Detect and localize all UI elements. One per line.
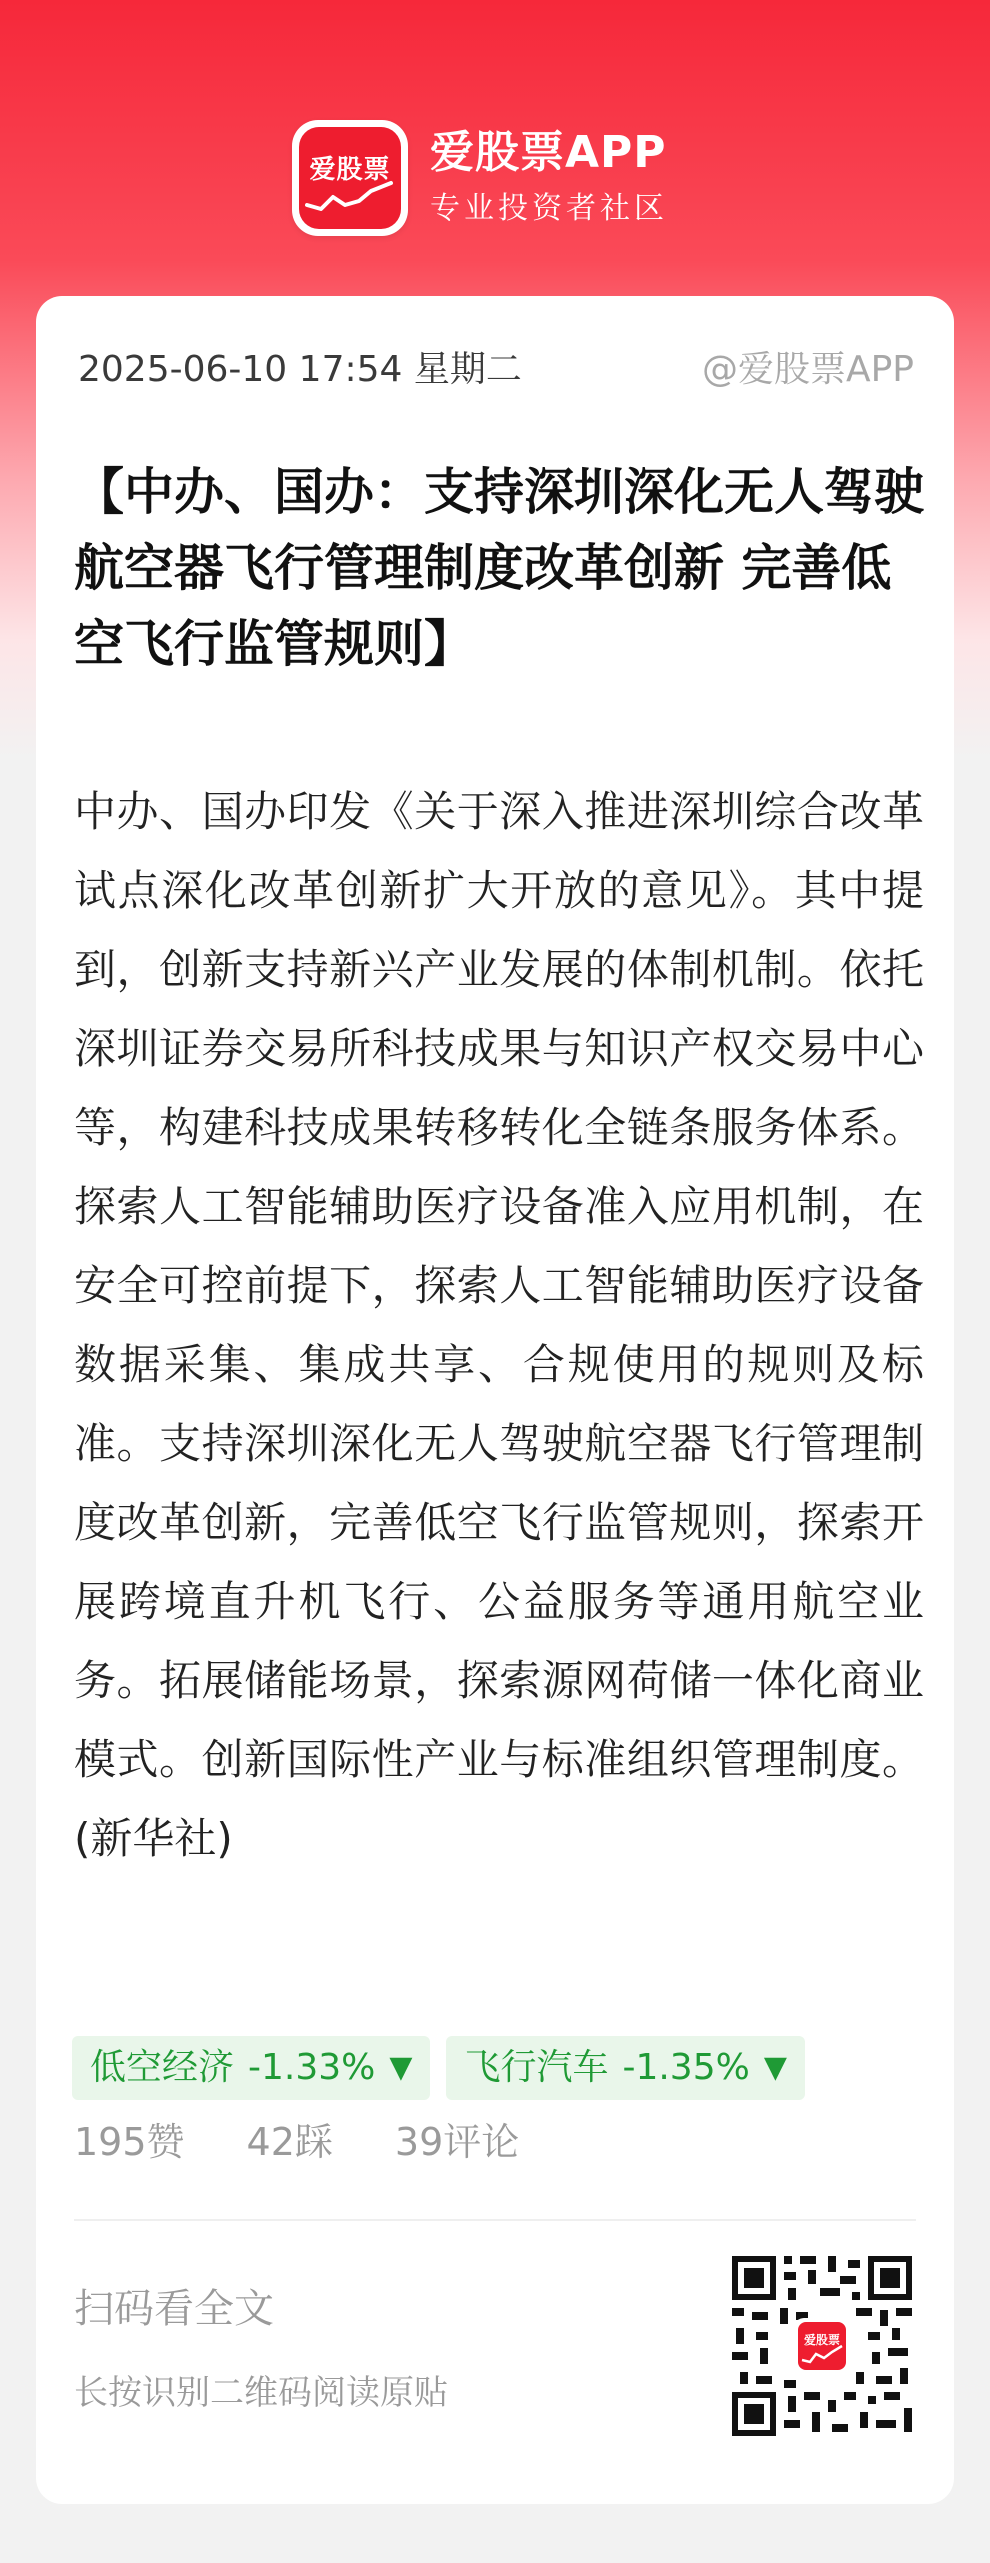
stock-tags [72, 2036, 805, 2100]
post-datetime: 2025-06-10 17:54 星期二 [78, 349, 522, 390]
scan-title: 扫码看全文 [74, 2286, 274, 2332]
post-body: 中办、国办印发《关于深入推进深圳综合改革试点深化改革创新扩大开放的意见》。其中提到，创新支持新兴产业发展的体制机制。依托深圳证券交易所科技成果与知识产权交易中心等，构建科技成果转移转化全链条服务体系。探索人工智能辅助医疗设备准入应用机制，在安全可控前提下，探索人工智能辅助医疗设备数据采集、集成共享、合规使用的规则及标准。支持深圳深化无人驾驶航空器飞行管理制度改革创新，完善低空飞行监管规则，探索开展跨境直升机飞行、公益服务等通用航空业务。拓展储能场景，探索源网荷储一体化商业模式。创新国际性产业与标准组织管理制度。(新华社) [74, 787, 924, 1863]
logo-text: 爱股票 [309, 155, 391, 185]
down-arrow-icon: ▼ [763, 2050, 787, 2085]
app-slogan: 专业投资者社区 [430, 191, 668, 226]
logo-badge [299, 127, 401, 229]
divider [74, 2219, 916, 2221]
tag-name: 低空经济 [90, 2047, 235, 2088]
comment-count[interactable]: 39评论 [394, 2120, 520, 2164]
tag-change: -1.33% [248, 2047, 376, 2088]
stock-tag-low-altitude[interactable] [72, 2036, 430, 2100]
qr-logo-text: 爱股票 [803, 2333, 841, 2347]
down-arrow-icon: ▼ [389, 2050, 413, 2085]
app-name: 爱股票APP [430, 127, 667, 178]
tag-change: -1.35% [622, 2047, 750, 2088]
qr-code-icon[interactable] [728, 2252, 916, 2440]
brand-header [292, 120, 668, 236]
post-card [36, 296, 954, 2504]
post-stats [74, 2116, 519, 2168]
like-count[interactable]: 195赞 [74, 2120, 185, 2164]
post-source[interactable]: @爱股票APP [701, 349, 914, 390]
stock-tag-flying-car[interactable] [446, 2036, 804, 2100]
scan-subtitle: 长按识别二维码阅读原贴 [74, 2373, 448, 2413]
app-logo [292, 120, 408, 236]
post-meta [78, 346, 914, 394]
tag-name: 飞行汽车 [464, 2047, 609, 2088]
chart-line-icon [305, 179, 395, 219]
post-title: 【中办、国办：支持深圳深化无人驾驶航空器飞行管理制度改革创新 完善低空飞行监管规则】 [74, 463, 924, 673]
dislike-count[interactable]: 42踩 [246, 2120, 333, 2164]
